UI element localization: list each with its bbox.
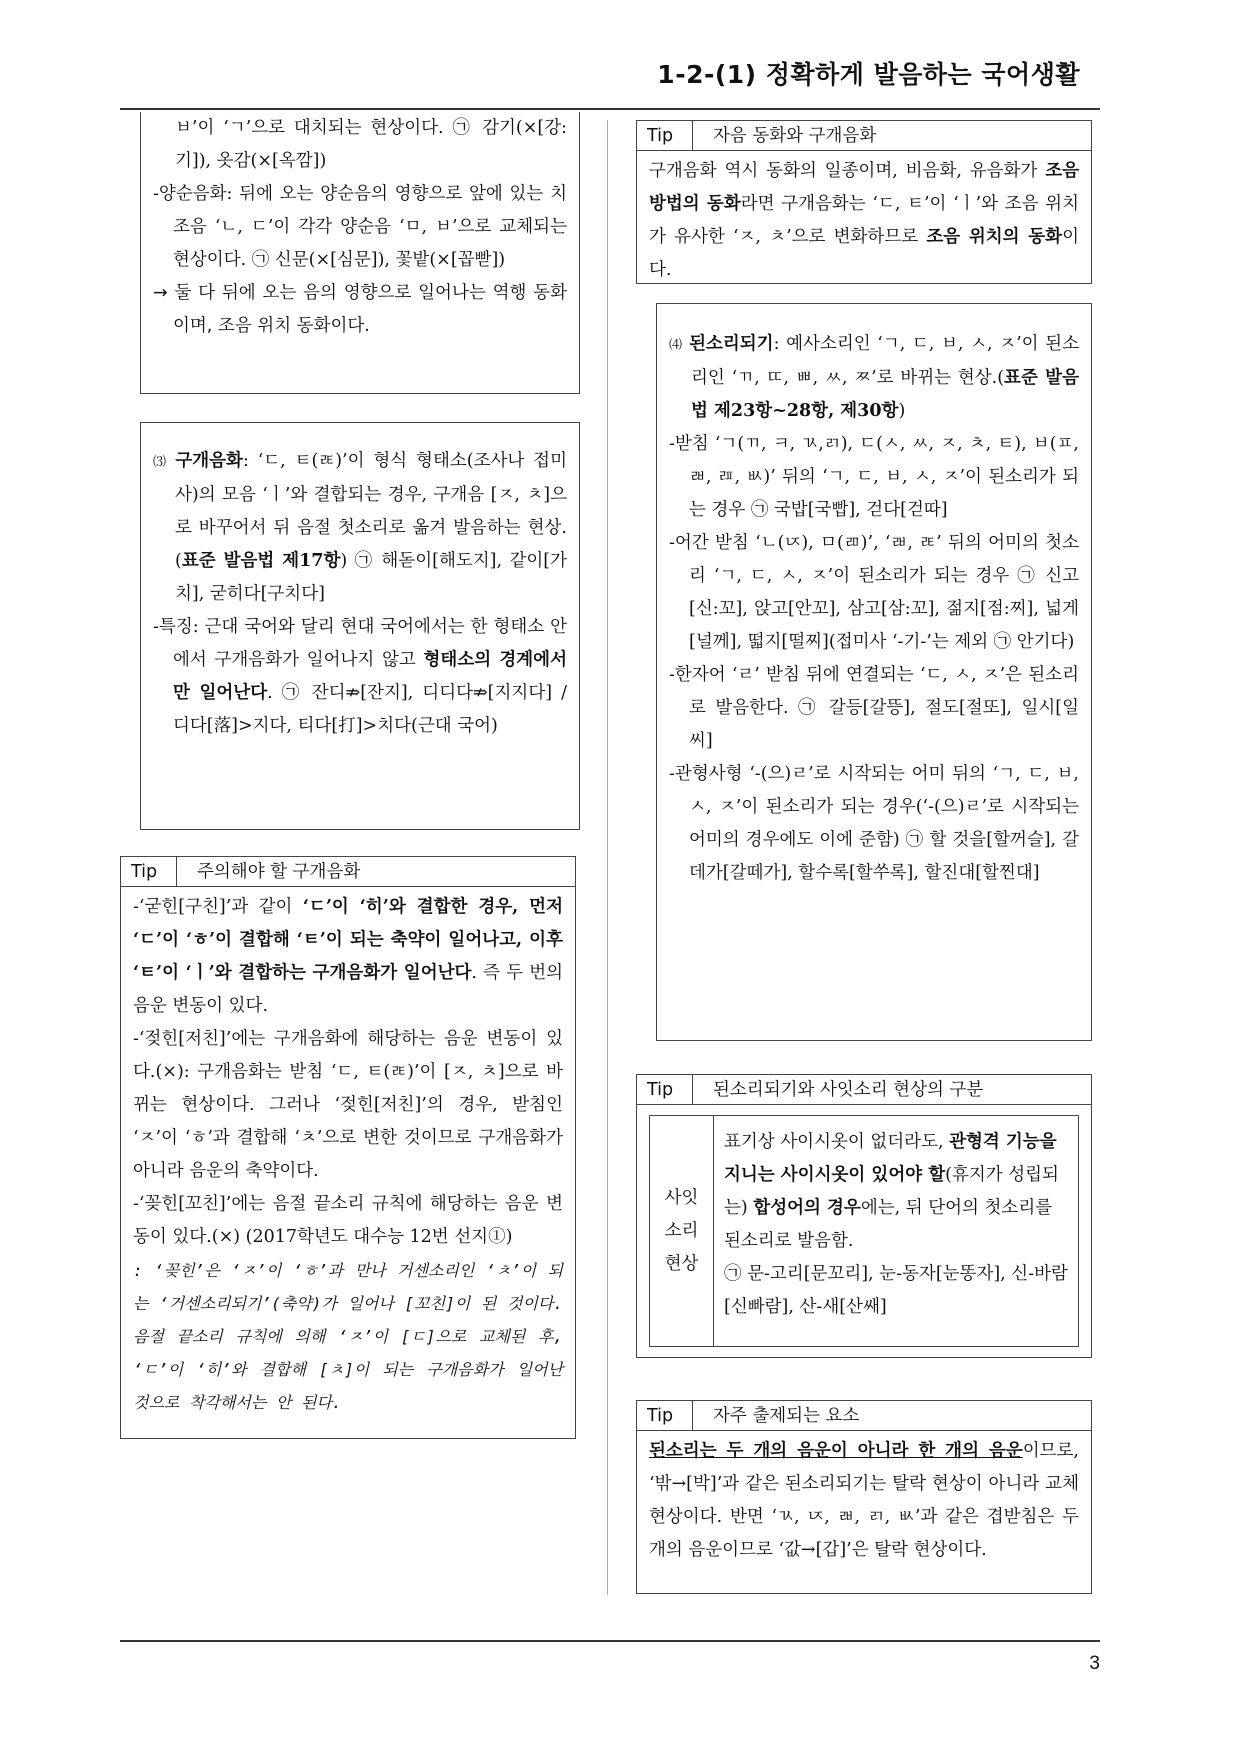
tip-palatalization-caution <box>120 856 576 1439</box>
definition-text: : ‘ㄷ, ㅌ(ㄾ)’이 형식 형태소(조사나 접미사)의 모음 ‘ㅣ’와 결합되는 경우, 구개음 [ㅈ, ㅊ]으로 바꾸어서 뒤 음절 첫소리로 옮겨 발음하는 현상.( <box>175 451 567 571</box>
page-number: 3 <box>1089 1653 1100 1674</box>
tip-header <box>637 121 1091 151</box>
tip-label: Tip <box>637 121 693 150</box>
feature-text: -특징: 근대 국어와 달리 현대 국어에서는 한 형태소 안에서 구개음화가 일어나지 않고 <box>153 617 567 670</box>
tip1-para-1: -‘굳힌[구친]’과 같이 ‘ㄷ’이 ‘히’와 결합한 경우, 먼저 ‘ㄷ’이 ‘ㅎ’이 결합해 ‘ㅌ’이 되는 축약이 일어나고, 이후 ‘ㅌ’이 ‘ㅣ’와 결합하는 구개음화가 일어난다. 즉 두 번의 음운 변동이 있다. <box>133 897 564 1016</box>
tip-label: Tip <box>637 1401 693 1430</box>
term-palatalization: 구개음화 <box>175 451 243 471</box>
tip-label: Tip <box>637 1075 693 1104</box>
tip1-para-2: -‘젖힌[저친]’에는 구개음화에 해당하는 음운 변동이 있다.(×): 구개음화는 받침 ‘ㄷ, ㅌ(ㄾ)’이 [ㅈ, ㅊ]으로 바뀌는 현상이다. 그러나 ‘젖힌[저친]’의 경우, 받침인 ‘ㅈ’이 ‘ㅎ’과 결합해 ‘ㅊ’으로 변한 것이므로 구개음화가 아니라 음운의 축약이다. <box>133 1029 563 1181</box>
tip-title: 자주 출제되는 요소 <box>713 1406 860 1426</box>
tip-header <box>637 1401 1091 1431</box>
tip-label: Tip <box>121 857 177 886</box>
tensification-item-3: -한자어 ‘ㄹ’ 받침 뒤에 연결되는 ‘ㄷ, ㅅ, ㅈ’은 된소리로 발음한다. ㉠ 갈등[갈뜽], 절도[절또], 일시[일씨] <box>669 665 1079 751</box>
tip1-para-3: -‘꽂힌[꼬친]’에는 음절 끝소리 규칙에 해당하는 음운 변동이 있다.(×) (2017학년도 대수능 12번 선지①) <box>133 1194 563 1247</box>
tip-frequent-elements <box>636 1400 1092 1594</box>
term-tensification: 된소리되기 <box>689 334 774 354</box>
page-title: 1-2-(1) 정확하게 발음하는 국어생활 <box>657 60 1080 89</box>
palatalization-box <box>140 422 580 830</box>
palatalization-definition <box>153 445 567 611</box>
tensification-item-2: -어간 받침 ‘ㄴ(ㄵ), ㅁ(ㄻ)’, ‘ㄼ, ㄾ’ 뒤의 어미의 첫소리 ‘ㄱ, ㄷ, ㅅ, ㅈ’이 된소리가 되는 경우 ㉠ 신고[신:꼬], 앉고[안꼬], 삼고[삼:꼬], 젊지[점:찌], 넓게[널께], 떫지[떨찌](접미사 ‘-기-’는 제외 ㉠ 안기다) <box>669 533 1079 652</box>
palatalization-feature <box>153 611 567 743</box>
tensification-box <box>656 303 1092 1041</box>
bottom-rule <box>120 1640 1100 1642</box>
tensification-item-1: -받침 ‘ㄱ(ㄲ, ㅋ, ㄳ,ㄺ), ㄷ(ㅅ, ㅆ, ㅈ, ㅊ, ㅌ), ㅂ(ㅍ, ㄼ, ㄿ, ㅄ)’ 뒤의 ‘ㄱ, ㄷ, ㅂ, ㅅ, ㅈ’이 된소리가 되는 경우 ㉠ 국밥[국빱], 걷다[걷따] <box>669 434 1079 520</box>
box1-line-1: ㅂ’이 ‘ㄱ’으로 대치되는 현상이다. ㉠ 감기(×[강:기]), 옷감(×[옥깜]) <box>175 118 567 171</box>
tip-title: 된소리되기와 사잇소리 현상의 구분 <box>713 1080 984 1100</box>
sai-table-label: 사잇 소리 현상 <box>650 1116 714 1346</box>
tensification-item-4: -관형사형 ‘-(으)ㄹ’로 시작되는 어미 뒤의 ‘ㄱ, ㄷ, ㅂ, ㅅ, ㅈ’이 된소리가 되는 경우(‘-(으)ㄹ’로 시작되는 어미의 경우에도 이에 준함) ㉠ 할 것을[할꺼슬], 갈 데가[갈떼가], 할수록[할쑤록], 할진대[할찐대] <box>669 764 1079 883</box>
feature-bold: 형태소의 경계에서만 일어난다 <box>173 650 567 703</box>
column-divider <box>607 120 608 1595</box>
tip2-text: 구개음화 역시 동화의 일종이며, 비음화, 유음화가 조음 방법의 동화라면 구개음화는 ‘ㄷ, ㅌ’이 ‘ㅣ’와 조음 위치가 유사한 ‘ㅈ, ㅊ’으로 변화하므로 조음 위치의 동화이다. <box>649 161 1079 280</box>
item-number: ⑶ <box>153 455 170 470</box>
tip-tensification-vs-sai <box>636 1074 1092 1358</box>
assimilation-continued-box <box>140 112 580 394</box>
definition-examples: ) ㉠ 해돋이[해도지], 같이[가치], 굳히다[구치다] <box>175 551 567 604</box>
sai-table-body: 표기상 사이시옷이 없더라도, 관형격 기능을 지니는 사이시옷이 있어야 할(휴지가 성립되는) 합성어의 경우에는, 뒤 단어의 첫소리를 된소리로 발음함. ㉠ 문-고리[문꼬리], 눈-동자[눈똥자], 신-바람[신빠람], 산-새[산쌔] <box>724 1132 1068 1317</box>
box1-line-2: -양순음화: 뒤에 오는 양순음의 영향으로 앞에 있는 치조음 ‘ㄴ, ㄷ’이 각각 양순음 ‘ㅁ, ㅂ’으로 교체되는 현상이다. ㉠ 신문(×[심문]), 꽃밭(×[꼽빧]) <box>153 184 567 270</box>
standard-ref: 표준 발음법 제17항 <box>181 551 341 571</box>
tip-header <box>637 1075 1091 1105</box>
tip-consonant-assimilation <box>636 120 1092 284</box>
top-rule <box>120 108 1100 110</box>
tip4-text: 된소리는 두 개의 음운이 아니라 한 개의 음운이므로, ‘밖→[박]’과 같은 된소리되기는 탈락 현상이 아니라 교체 현상이다. 반면 ‘ㄳ, ㄵ, ㄼ, ㄺ, ㅄ’과 같은 겹받침은 두 개의 음운이므로 ‘값→[갑]’은 탈락 현상이다. <box>649 1441 1079 1560</box>
sai-examples: ㉠ 문-고리[문꼬리], 눈-동자[눈똥자], 신-바람[신빠람], 산-새[산쌔] <box>724 1264 1068 1317</box>
box1-line-3: → 둘 다 뒤에 오는 음의 영향으로 일어나는 역행 동화이며, 조음 위치 동화이다. <box>153 283 567 336</box>
tensification-definition: ⑷ 된소리되기: 예사소리인 ‘ㄱ, ㄷ, ㅂ, ㅅ, ㅈ’이 된소리인 ‘ㄲ, ㄸ, ㅃ, ㅆ, ㅉ’로 바뀌는 현상.(표준 발음법 제23항~28항, 제30항) <box>669 334 1079 421</box>
feature-examples: . ㉠ 잔디⇏[잔지], 디디다⇏[지지다] / 디다[落]>지다, 티다[打]>치다(근대 국어) <box>173 683 567 736</box>
item-number: ⑷ <box>669 338 684 353</box>
tip-title: 자음 동화와 구개음화 <box>713 126 877 146</box>
tip1-handwritten-note: : ‘꽂힌’은 ‘ㅈ’이 ‘ㅎ’과 만나 거센소리인 ‘ㅊ’이 되는 ‘거센소리되기’(축약)가 일어나 [꼬친]이 된 것이다. 음절 끝소리 규칙에 의해 ‘ㅈ’이 [ㄷ]으로 교체된 후, ‘ㄷ’이 ‘히’와 결합해 [ㅊ]이 되는 구개음화가 일어난 것으로 착각해서는 안 된다. <box>133 1261 563 1412</box>
tip-header <box>121 857 575 887</box>
sai-table <box>649 1115 1079 1347</box>
tip-title: 주의해야 할 구개음화 <box>197 862 361 882</box>
